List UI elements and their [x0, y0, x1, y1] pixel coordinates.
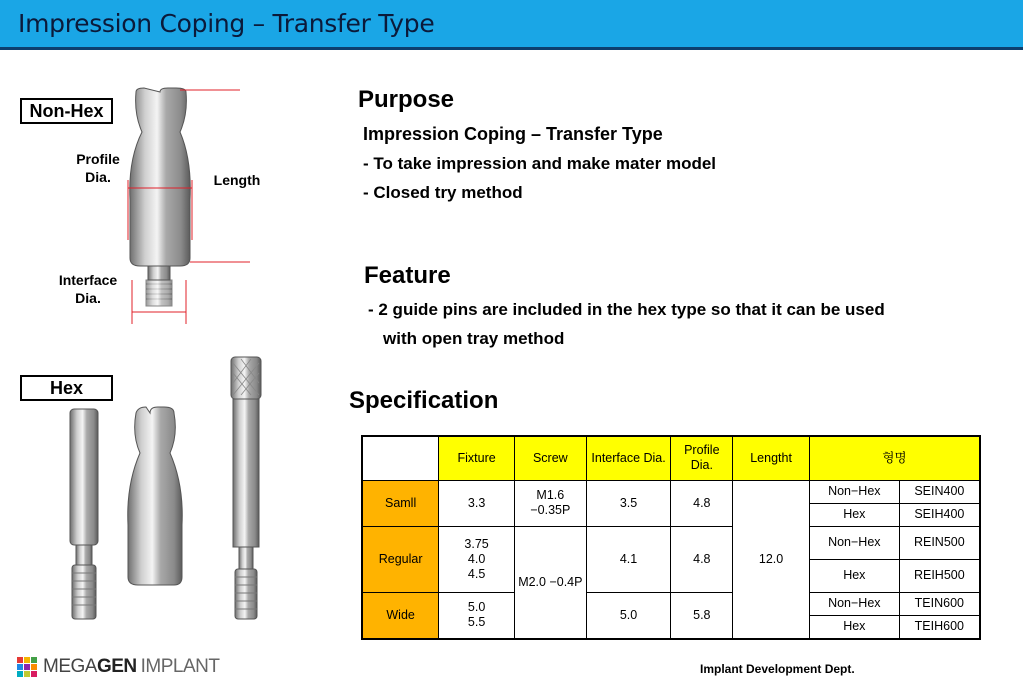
interface-dia-label: Interface Dia. — [58, 272, 118, 306]
length-cell: 12.0 — [733, 480, 810, 639]
model-type-cell: Hex — [809, 615, 899, 639]
model-code-cell: TEIH600 — [899, 615, 980, 639]
fixture-cell: 3.3 — [439, 480, 515, 526]
guide-pin-short-drawing — [60, 405, 110, 625]
interface-dia-cell: 3.5 — [586, 480, 671, 526]
profile-dia-cell: 5.8 — [671, 592, 733, 639]
size-small-cell: Samll — [362, 480, 439, 526]
specification-table — [361, 435, 981, 640]
fixture-cell: 3.75 4.0 4.5 — [439, 526, 515, 592]
model-type-cell: Hex — [809, 503, 899, 526]
screw-cell: M1.6 −0.35P — [514, 480, 586, 526]
model-type-cell: Non−Hex — [809, 526, 899, 559]
model-code-cell: REIN500 — [899, 526, 980, 559]
specification-heading: Specification — [349, 387, 499, 414]
table-header-corner — [362, 436, 439, 480]
table-header-screw: Screw — [514, 436, 586, 480]
interface-dia-cell: 4.1 — [586, 526, 671, 592]
table-header-profile-dia: Profile Dia. — [671, 436, 733, 480]
table-header-model-name: 형명 — [809, 436, 980, 480]
model-type-cell: Non−Hex — [809, 592, 899, 615]
feature-heading: Feature — [364, 262, 451, 289]
title-bar — [0, 0, 1023, 50]
nonhex-label: Non-Hex — [20, 98, 113, 124]
hex-label: Hex — [20, 375, 113, 401]
purpose-heading: Purpose — [358, 86, 455, 113]
table-header-row — [362, 436, 980, 480]
purpose-line-3: - Closed try method — [363, 183, 523, 202]
model-code-cell: REIH500 — [899, 559, 980, 592]
model-type-cell: Hex — [809, 559, 899, 592]
model-code-cell: SEIH400 — [899, 503, 980, 526]
purpose-line-1: Impression Coping – Transfer Type — [363, 124, 663, 144]
table-header-length: Lengtht — [733, 436, 810, 480]
table-row — [362, 480, 980, 503]
table-header-fixture: Fixture — [439, 436, 515, 480]
length-label: Length — [213, 172, 261, 188]
page-title: Impression Coping – Transfer Type — [18, 9, 435, 38]
model-code-cell: TEIN600 — [899, 592, 980, 615]
model-code-cell: SEIN400 — [899, 480, 980, 503]
logo-mega: MEGA — [43, 656, 97, 677]
footer-dept: Implant Development Dept. — [700, 662, 855, 676]
logo-gen: GEN — [96, 656, 137, 677]
profile-dia-cell: 4.8 — [671, 526, 733, 592]
table-row — [362, 526, 980, 559]
interface-dia-cell: 5.0 — [586, 592, 671, 639]
profile-dia-label: Profile Dia. — [76, 151, 120, 185]
fixture-cell: 5.0 5.5 — [439, 592, 515, 639]
feature-line-2: with open tray method — [383, 329, 565, 348]
logo-implant: IMPLANT — [140, 656, 220, 677]
megagen-logo-icon — [17, 657, 37, 677]
size-regular-cell: Regular — [362, 526, 439, 592]
impression-coping-hex-drawing — [120, 405, 200, 590]
model-type-cell: Non−Hex — [809, 480, 899, 503]
table-header-interface-dia: Interface Dia. — [586, 436, 671, 480]
megagen-logo — [17, 656, 220, 678]
purpose-line-2: - To take impression and make mater model — [363, 154, 717, 173]
guide-pin-long-drawing — [225, 355, 270, 625]
profile-dia-cell: 4.8 — [671, 480, 733, 526]
table-row — [362, 592, 980, 615]
size-wide-cell: Wide — [362, 592, 439, 639]
feature-line-1: - 2 guide pins are included in the hex type so that it can be used — [368, 300, 885, 319]
impression-coping-nonhex-drawing — [100, 80, 270, 330]
screw-cell: M2.0 −0.4P — [514, 526, 586, 639]
